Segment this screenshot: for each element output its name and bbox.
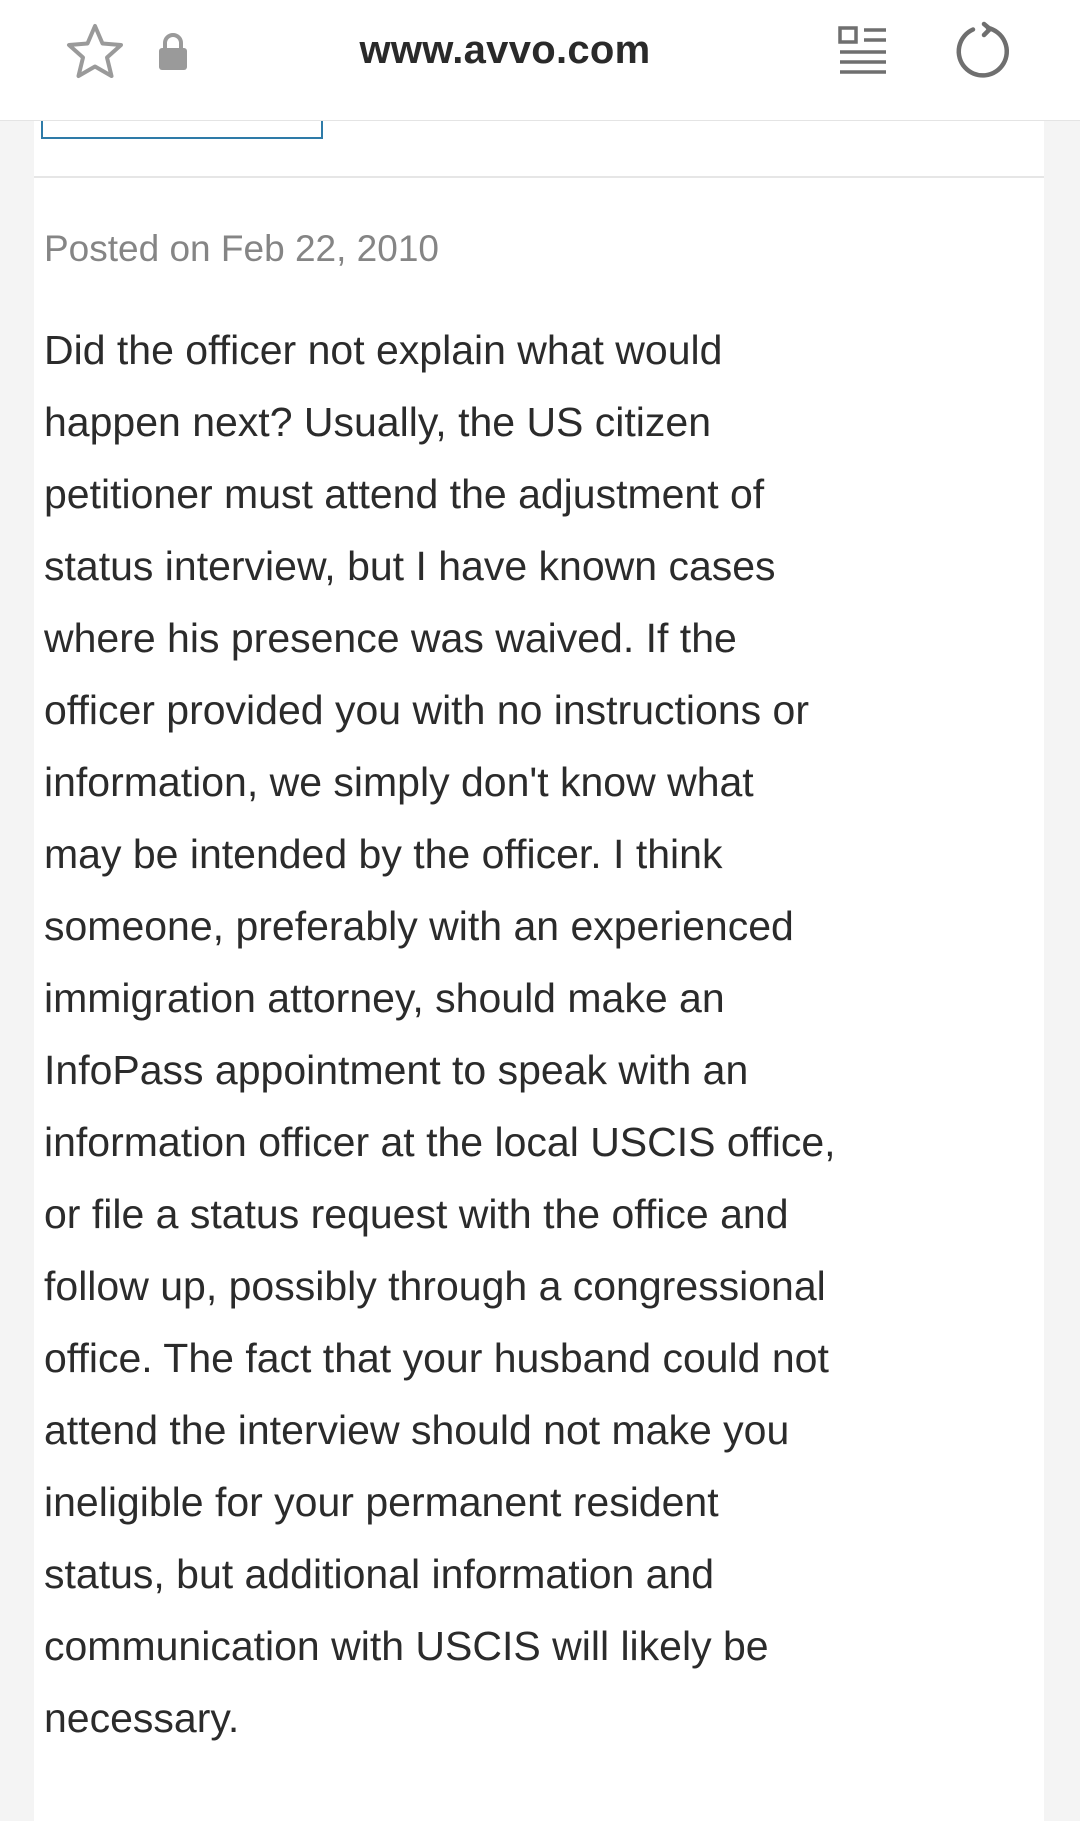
answer-line: necessary. [44, 1695, 240, 1741]
answer-line: status interview, but I have known cases [44, 543, 776, 589]
answer-line: attend the interview should not make you [44, 1407, 790, 1453]
star-icon[interactable] [64, 22, 126, 82]
answer-line: officer provided you with no instructions or [44, 687, 809, 733]
reload-icon[interactable] [954, 20, 1012, 80]
divider [34, 176, 1044, 178]
answer-line: information officer at the local USCIS office, [44, 1119, 836, 1165]
answer-line: or file a status request with the office and [44, 1191, 789, 1237]
browser-toolbar [0, 0, 1080, 121]
posted-date: Posted on Feb 22, 2010 [44, 228, 439, 269]
answer-line: immigration attorney, should make an [44, 975, 725, 1021]
answer-line: someone, preferably with an experienced [44, 903, 794, 949]
answer-line: office. The fact that your husband could not [44, 1335, 829, 1381]
lock-icon [157, 32, 189, 72]
reader-mode-icon[interactable] [838, 24, 888, 76]
answer-line: petitioner must attend the adjustment of [44, 471, 765, 517]
answer-line: where his presence was waived. If the [44, 615, 737, 661]
previous-action-button[interactable] [41, 121, 323, 139]
answer-line: communication with USCIS will likely be [44, 1623, 769, 1669]
answer-line: information, we simply don't know what [44, 759, 754, 805]
answer-line: status, but additional information and [44, 1551, 715, 1597]
answer-line: ineligible for your permanent resident [44, 1479, 719, 1525]
answer-body [44, 314, 1004, 1754]
answer-line: follow up, possibly through a congressional [44, 1263, 826, 1309]
answer-line: may be intended by the officer. I think [44, 831, 723, 877]
answer-line: Did the officer not explain what would [44, 327, 723, 373]
address-bar-url[interactable]: www.avvo.com [359, 28, 651, 72]
answer-line: happen next? Usually, the US citizen [44, 399, 712, 445]
answer-line: InfoPass appointment to speak with an [44, 1047, 749, 1093]
